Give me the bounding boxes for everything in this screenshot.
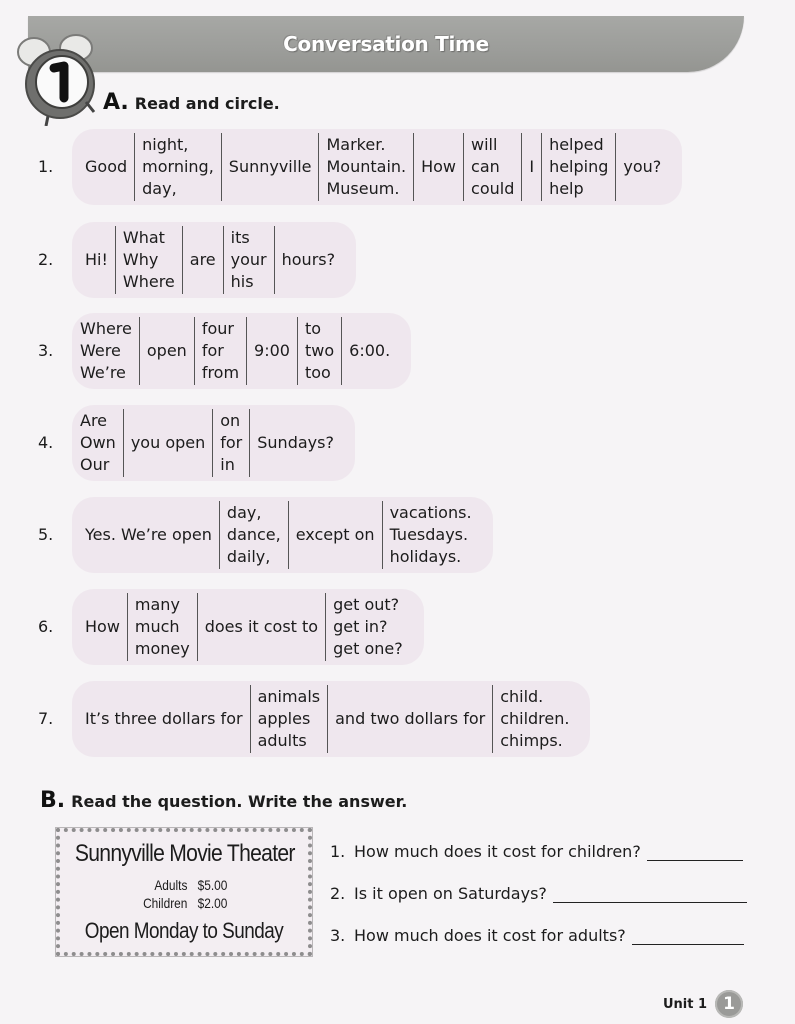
choice-option[interactable]: its <box>230 228 250 247</box>
row-number: 1. <box>38 157 54 176</box>
choice-group <box>78 317 140 385</box>
choice-option[interactable]: Where <box>80 319 132 338</box>
fixed-text: It’s three dollars for <box>85 709 243 728</box>
sentence-fragment <box>78 593 127 661</box>
choice-option[interactable]: Our <box>80 455 110 474</box>
choice-group <box>541 133 616 201</box>
choice-group <box>219 501 289 569</box>
sentence-fragment <box>78 133 134 201</box>
choice-option[interactable]: in <box>220 455 235 474</box>
choice-option[interactable]: holidays. <box>389 547 462 566</box>
sentence-fragment <box>616 133 668 201</box>
sentence-strip <box>72 497 493 573</box>
choice-option[interactable]: dance, <box>226 525 281 544</box>
choice-option[interactable]: Own <box>80 433 116 452</box>
price-value: $5.00 <box>197 877 228 893</box>
sentence-strip <box>72 405 355 481</box>
choice-option[interactable]: apples <box>257 709 311 728</box>
question-number: 3. <box>330 926 346 945</box>
sign-title: Sunnyville Movie Theater <box>74 840 295 867</box>
choice-option[interactable]: money <box>134 639 190 658</box>
choice-option[interactable]: We’re <box>80 363 126 382</box>
choice-group <box>297 317 342 385</box>
choice-option[interactable]: animals <box>257 687 321 706</box>
question-1 <box>330 842 743 861</box>
section-b-letter: B. <box>40 788 66 813</box>
page-number-badge: 1 <box>715 990 743 1018</box>
fixed-text: Good <box>85 157 128 176</box>
choice-option[interactable]: much <box>134 617 180 636</box>
section-b-heading <box>40 788 407 813</box>
fixed-text: How <box>421 157 457 176</box>
sentence-fragment <box>414 133 463 201</box>
choice-option[interactable]: What <box>122 228 165 247</box>
question-2 <box>330 884 747 903</box>
price-row-children <box>79 894 290 912</box>
section-a-heading <box>103 90 280 115</box>
sentence-fragment <box>198 593 325 661</box>
sign-prices <box>79 876 290 912</box>
price-row-adults <box>79 876 290 894</box>
question-3 <box>330 926 744 945</box>
sentence-strip <box>72 589 424 665</box>
section-b-instruction: Read the question. Write the answer. <box>71 792 408 811</box>
choice-option[interactable]: helping <box>549 157 609 176</box>
sentence-fragment <box>222 133 319 201</box>
exercise-row <box>38 497 493 573</box>
choice-option[interactable]: day, <box>226 503 262 522</box>
sentence-fragment <box>78 685 250 753</box>
choice-option[interactable]: on <box>220 411 241 430</box>
choice-option[interactable]: chimps. <box>500 731 563 750</box>
question-text: How much does it cost for children? <box>354 842 641 861</box>
choice-option[interactable]: Are <box>80 411 108 430</box>
sentence-strip <box>72 681 590 757</box>
sentence-fragment <box>328 685 492 753</box>
exercise-row <box>38 129 682 205</box>
price-label: Adults <box>154 877 188 893</box>
row-number: 5. <box>38 525 54 544</box>
unit-label: Unit 1 <box>663 996 708 1012</box>
choice-option[interactable]: Where <box>122 272 175 291</box>
fixed-text: Sundays? <box>257 433 334 452</box>
choice-option[interactable]: adults <box>257 731 307 750</box>
price-label: Children <box>143 895 188 911</box>
sentence-strip <box>72 129 682 205</box>
row-number: 2. <box>38 250 54 269</box>
theater-sign <box>56 828 312 956</box>
choice-group <box>325 593 410 661</box>
choice-option[interactable]: Museum. <box>326 179 400 198</box>
choice-option[interactable]: too <box>304 363 331 382</box>
header-banner <box>28 16 744 72</box>
fixed-text: are <box>189 250 216 269</box>
choice-option[interactable]: child. <box>500 687 544 706</box>
answer-blank-3[interactable] <box>632 927 744 945</box>
choice-group <box>250 685 329 753</box>
choice-option[interactable]: get in? <box>333 617 388 636</box>
fixed-text: you open <box>130 433 206 452</box>
answer-blank-2[interactable] <box>553 885 747 903</box>
fixed-text: hours? <box>281 250 336 269</box>
choice-option[interactable]: Why <box>122 250 159 269</box>
choice-group <box>194 317 247 385</box>
choice-option[interactable]: get out? <box>333 595 400 614</box>
sentence-fragment <box>522 133 541 201</box>
choice-option[interactable]: day, <box>142 179 177 198</box>
row-number: 4. <box>38 433 54 452</box>
choice-option[interactable]: could <box>471 179 515 198</box>
fixed-text: you? <box>623 157 662 176</box>
choice-option[interactable]: help <box>549 179 584 198</box>
fixed-text: Hi! <box>85 250 108 269</box>
choice-option[interactable]: four <box>201 319 234 338</box>
choice-option[interactable]: two <box>304 341 335 360</box>
price-value: $2.00 <box>197 895 228 911</box>
choice-group <box>223 226 275 294</box>
choice-option[interactable]: helped <box>549 135 604 154</box>
sentence-fragment <box>78 501 219 569</box>
choice-group <box>463 133 522 201</box>
choice-option[interactable]: daily, <box>226 547 271 566</box>
row-number: 3. <box>38 341 54 360</box>
choice-option[interactable]: your <box>230 250 267 269</box>
sentence-fragment <box>342 317 397 385</box>
choice-group <box>127 593 198 661</box>
choice-group <box>492 685 576 753</box>
page-title: Conversation Time <box>283 32 489 56</box>
question-text: Is it open on Saturdays? <box>354 884 547 903</box>
choice-option[interactable]: many <box>134 595 180 614</box>
sentence-fragment <box>275 226 342 294</box>
choice-group <box>382 501 479 569</box>
fixed-text: except on <box>295 525 375 544</box>
choice-option[interactable]: Were <box>80 341 121 360</box>
choice-option[interactable]: Tuesdays. <box>389 525 469 544</box>
page-footer <box>663 990 743 1018</box>
fixed-text: and two dollars for <box>335 709 486 728</box>
sentence-strip <box>72 222 356 298</box>
exercise-row <box>38 405 355 481</box>
question-text: How much does it cost for adults? <box>354 926 626 945</box>
choice-group <box>115 226 183 294</box>
choice-option[interactable]: for <box>201 341 224 360</box>
sentence-fragment <box>250 409 341 477</box>
choice-option[interactable]: can <box>471 157 500 176</box>
fixed-text: 6:00. <box>349 341 391 360</box>
choice-group <box>318 133 414 201</box>
sentence-fragment <box>124 409 212 477</box>
section-a-instruction: Read and circle. <box>134 94 280 113</box>
choice-option[interactable]: children. <box>500 709 570 728</box>
question-number: 1. <box>330 842 346 861</box>
section-a-letter: A. <box>103 90 129 115</box>
choice-group <box>212 409 250 477</box>
sentence-fragment <box>140 317 194 385</box>
choice-option[interactable]: will <box>471 135 498 154</box>
exercise-row <box>38 589 424 665</box>
sign-hours: Open Monday to Sunday <box>84 918 284 943</box>
choice-option[interactable]: to <box>304 319 322 338</box>
exercise-row <box>38 313 411 389</box>
sentence-strip <box>72 313 411 389</box>
fixed-text: open <box>146 341 187 360</box>
choice-option[interactable]: morning, <box>142 157 214 176</box>
row-number: 7. <box>38 709 54 728</box>
sentence-fragment <box>247 317 297 385</box>
exercise-row <box>38 681 590 757</box>
choice-option[interactable]: Mountain. <box>326 157 407 176</box>
choice-option[interactable]: Marker. <box>326 135 386 154</box>
choice-group <box>78 409 124 477</box>
choice-option[interactable]: his <box>230 272 254 291</box>
choice-group <box>134 133 222 201</box>
sentence-fragment <box>78 226 115 294</box>
fixed-text: does it cost to <box>204 617 319 636</box>
fixed-text: 9:00 <box>254 341 290 360</box>
alarm-clock-icon <box>10 26 110 126</box>
row-number: 6. <box>38 617 54 636</box>
fixed-text: Sunnyville <box>228 157 312 176</box>
sentence-fragment <box>183 226 223 294</box>
answer-blank-1[interactable] <box>647 843 743 861</box>
choice-option[interactable]: night, <box>142 135 189 154</box>
sentence-fragment <box>289 501 382 569</box>
choice-option[interactable]: vacations. <box>389 503 472 522</box>
choice-option[interactable]: get one? <box>333 639 403 658</box>
exercise-row <box>38 222 356 298</box>
fixed-text: Yes. We’re open <box>85 525 212 544</box>
fixed-text: I <box>529 157 535 176</box>
fixed-text: How <box>85 617 120 636</box>
choice-option[interactable]: from <box>201 363 240 382</box>
question-number: 2. <box>330 884 346 903</box>
choice-option[interactable]: for <box>220 433 243 452</box>
